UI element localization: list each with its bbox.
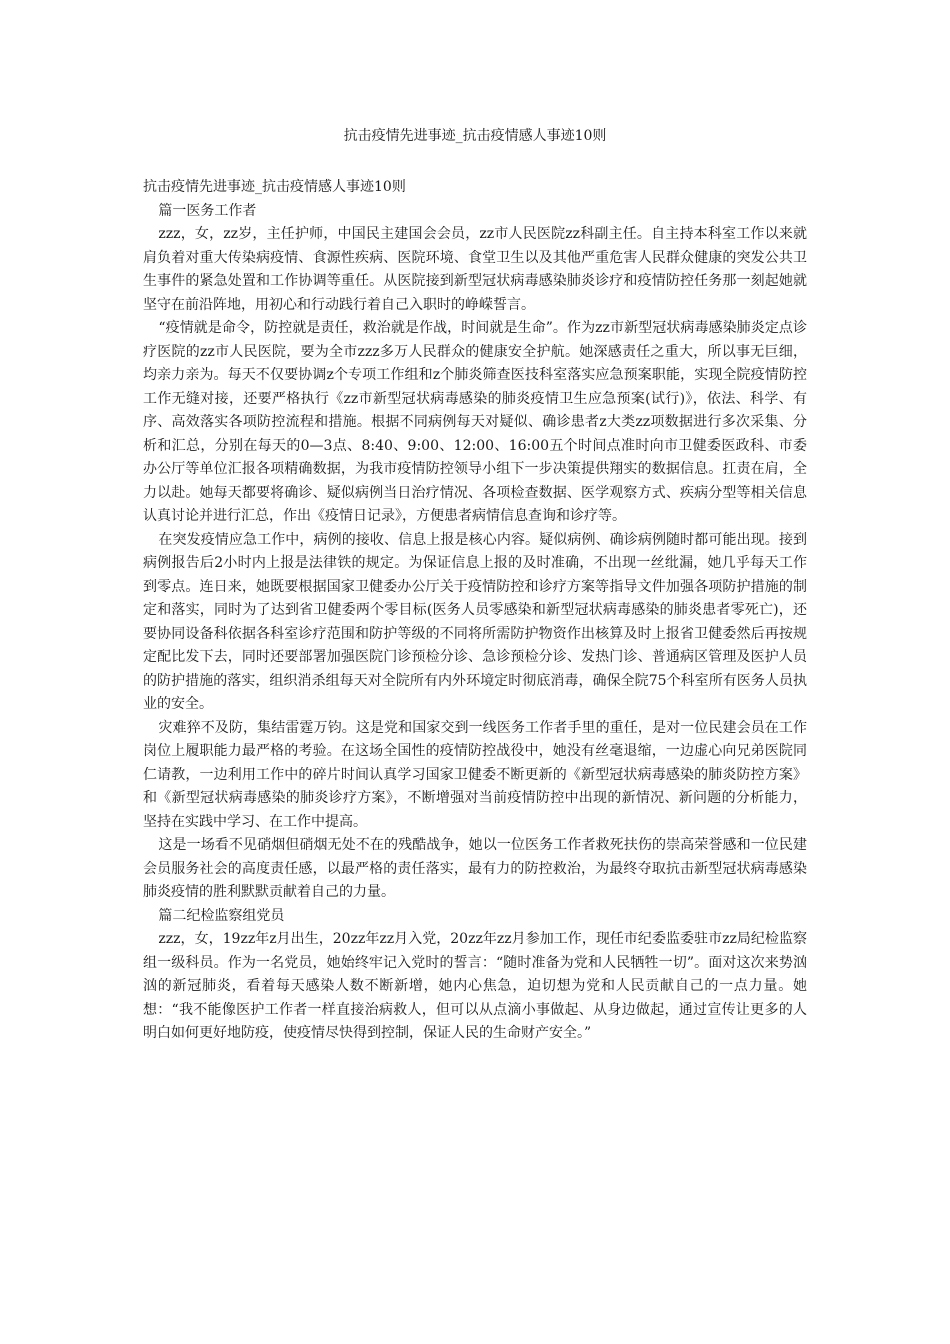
paragraph: 灾难猝不及防，集结雷霆万钧。这是党和国家交到一线医务工作者手里的重任，是对一位民建会员在工作岗位上履职能力最严格的考验。在这场全国性的疫情防控战役中，她没有丝毫退缩，一边虚心向兄弟医院同仁请教，一边利用工作中的碎片时间认真学习国家卫健委不断更新的《新型冠状病毒感染的肺炎防控方案》和《新型冠状病毒感染的肺炎诊疗方案》，不断增强对当前疫情防控中出现的新情况、新问题的分析能力，坚持在实践中学习、在工作中提高。 (143, 719, 807, 830)
document-body (143, 176, 807, 1046)
section-heading: 篇二纪检监察组党员 (158, 907, 285, 924)
paragraph: zzz，女，zz岁，主任护师，中国民主建国会会员，zz市人民医院zz科副主任。自主持本科室工作以来就肩负着对重大传染病疫情、食源性疾病、医院环境、食堂卫生以及其他严重危害人民群众健康的突发公共卫生事件的紧急处置和工作协调等重任。从医院接到新型冠状病毒感染肺炎诊疗和疫情防控任务那一刻起她就坚守在前沿阵地，用初心和行动践行着自己入职时的峥嵘誓言。 (143, 226, 807, 313)
paragraph: “疫情就是命令，防控就是责任，救治就是作战，时间就是生命”。作为zz市新型冠状病毒感染肺炎定点诊疗医院的zz市人民医院，要为全市zzz多万人民群众的健康安全护航。她深感责任之重大，所以事无巨细，均亲力亲为。每天不仅要协调z个专项工作组和z个肺炎筛查医技科室落实应急预案职能，实现全院疫情防控工作无缝对接，还要严格执行《zz市新型冠状病毒感染的肺炎疫情卫生应急预案(试行)》，依法、科学、有序、高效落实各项防控流程和措施。根据不同病例每天对疑似、确诊患者z大类zz项数据进行多次采集、分析和汇总，分别在每天的0—3点、8:40、9:00、12:00、16:00五个时间点准时向市卫健委医政科、市委办公厅等单位汇报各项精确数据，为我市疫情防控领导小组下一步决策提供翔实的数据信息。扛责在肩，全力以赴。她每天都要将确诊、疑似病例当日治疗情况、各项检查数据、医学观察方式、疾病分型等相关信息认真讨论并进行汇总，作出《疫情日记录》，方便患者病情信息查询和诊疗等。 (143, 320, 807, 524)
paragraph: 在突发疫情应急工作中，病例的接收、信息上报是核心内容。疑似病例、确诊病例随时都可能出现。接到病例报告后2小时内上报是法律铁的规定。为保证信息上报的及时准确，不出现一丝纰漏，她几乎每天工作到零点。连日来，她既要根据国家卫健委办公厅关于疫情防控和诊疗方案等指导文件加强各项防护措施的制定和落实，同时为了达到省卫健委两个零目标(医务人员零感染和新型冠状病毒感染的肺炎患者零死亡)，还要协同设备科依据各科室诊疗范围和防护等级的不同将所需防护物资作出核算及时上报省卫健委然后再按规定配比发下去，同时还要部署加强医院门诊预检分诊、急诊预检分诊、发热门诊、普通病区管理及医护人员的防护措施的落实，组织消杀组每天对全院所有内外环境定时彻底消毒，确保全院75个科室所有医务人员执业的安全。 (143, 531, 807, 712)
document-title: 抗击疫情先进事迹_抗击疫情感人事迹10则 (343, 128, 607, 144)
paragraph: 这是一场看不见硝烟但硝烟无处不在的残酷战争，她以一位医务工作者救死扶伤的崇高荣誉感和一位民建会员服务社会的高度责任感，以最严格的责任落实，最有力的防控救治，为最终夺取抗击新型冠状病毒感染肺炎疫情的胜利默默贡献着自己的力量。 (143, 837, 807, 900)
document-subtitle: 抗击疫情先进事迹_抗击疫情感人事迹10则 (143, 179, 406, 195)
section-heading: 篇一医务工作者 (158, 202, 257, 219)
paragraph: zzz，女，19zz年z月出生，20zz年zz月入党，20zz年zz月参加工作，现任市纪委监委驻市zz局纪检监察组一级科员。作为一名党员，她始终牢记入党时的誓言：“随时准备为党和人民牺牲一切”。面对这次来势汹汹的新冠肺炎，看着每天感染人数不断新增，她内心焦急，迫切想为党和人民贡献自己的一点力量。她想：“我不能像医护工作者一样直接治病救人，但可以从点滴小事做起、从身边做起，通过宣传让更多的人明白如何更好地防疫，使疫情尽快得到控制，保证人民的生命财产安全。” (143, 931, 807, 1041)
